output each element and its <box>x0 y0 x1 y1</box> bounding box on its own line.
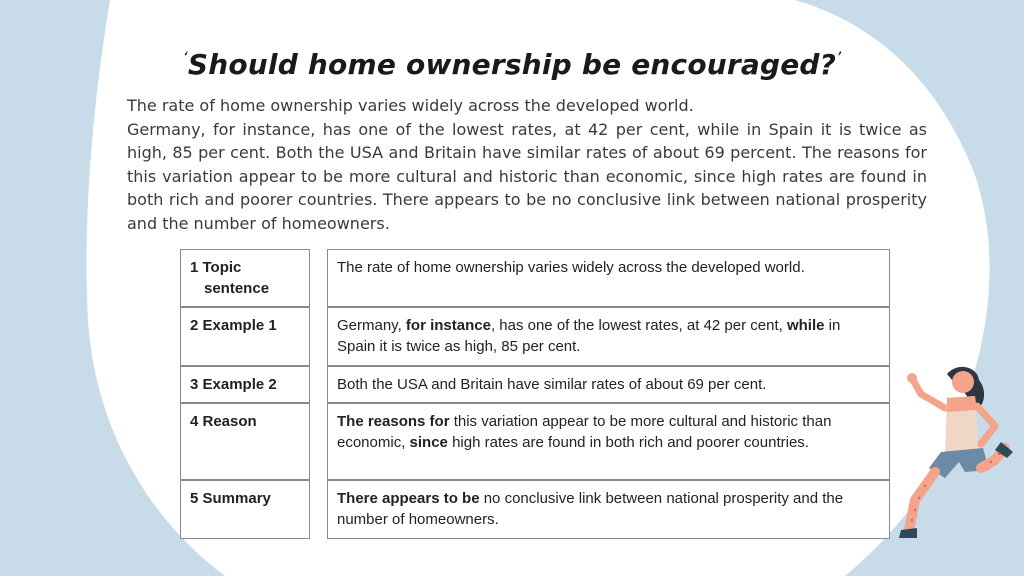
bold-phrase: There appears to be <box>337 490 480 507</box>
row-label-num: 4 Reason <box>190 413 257 430</box>
row-label-num: 3 Example 2 <box>190 376 277 393</box>
bold-phrase: for instance <box>405 317 491 334</box>
text-part: Germany, <box>337 317 406 334</box>
text-part: in Spain it is twice as high, 85 per cent. <box>337 317 841 355</box>
bold-phrase: while <box>786 317 825 334</box>
row-text <box>327 306 890 366</box>
row-label <box>180 249 310 307</box>
row-label <box>180 479 310 539</box>
text-part: this variation appear to be more cultural and historic than economic, <box>337 413 832 451</box>
row-text <box>327 479 890 539</box>
bold-phrase: The reasons for <box>337 413 450 430</box>
table-row <box>180 307 890 366</box>
close-quote: ’ <box>836 48 842 67</box>
table-row <box>180 249 890 307</box>
row-label <box>180 365 310 403</box>
slide-title <box>0 48 1024 81</box>
text-part: The rate of home ownership varies widely across the developed world. <box>337 259 805 276</box>
text-part: , has one of the lowest rates, at 42 per cent, <box>490 317 787 334</box>
running-woman-illustration <box>895 360 1015 545</box>
row-text <box>327 365 890 403</box>
bold-phrase: since <box>409 434 448 451</box>
row-label-num: 2 Example 1 <box>190 317 277 334</box>
table-row <box>180 480 890 539</box>
row-label-num: 1 Topic <box>190 259 242 276</box>
title-text: Should home ownership be encouraged? <box>187 48 837 81</box>
intro-body: Germany, for instance, has one of the lowest rates, at 42 per cent, while in Spain it is twice as high, 85 per cent. Both the USA and Britain have similar rates of about 69 percent. The reasons for this variation appear to be more cultural and historic than economic, since high rates are found in both rich and poorer countries. There appears to be no conclusive link between national prosperity and the number of homeowners. <box>127 119 927 233</box>
row-label-rest: sentence <box>204 280 270 297</box>
paragraph-structure-table <box>180 249 890 539</box>
text-part: no conclusive link between national prosperity and the number of homeowners. <box>337 490 844 528</box>
row-text <box>327 249 890 307</box>
intro-paragraph <box>127 94 927 235</box>
open-quote: ‘ <box>182 48 188 67</box>
row-label-num: 5 Summary <box>190 490 271 507</box>
row-label <box>180 402 310 480</box>
text-part: high rates are found in both rich and poorer countries. <box>447 434 809 451</box>
text-part: Both the USA and Britain have similar rates of about 69 per cent. <box>337 376 767 393</box>
table-row <box>180 403 890 480</box>
intro-line-1: The rate of home ownership varies widely across the developed world. <box>127 96 694 115</box>
table-row <box>180 366 890 403</box>
row-label <box>180 306 310 366</box>
row-text <box>327 402 890 480</box>
